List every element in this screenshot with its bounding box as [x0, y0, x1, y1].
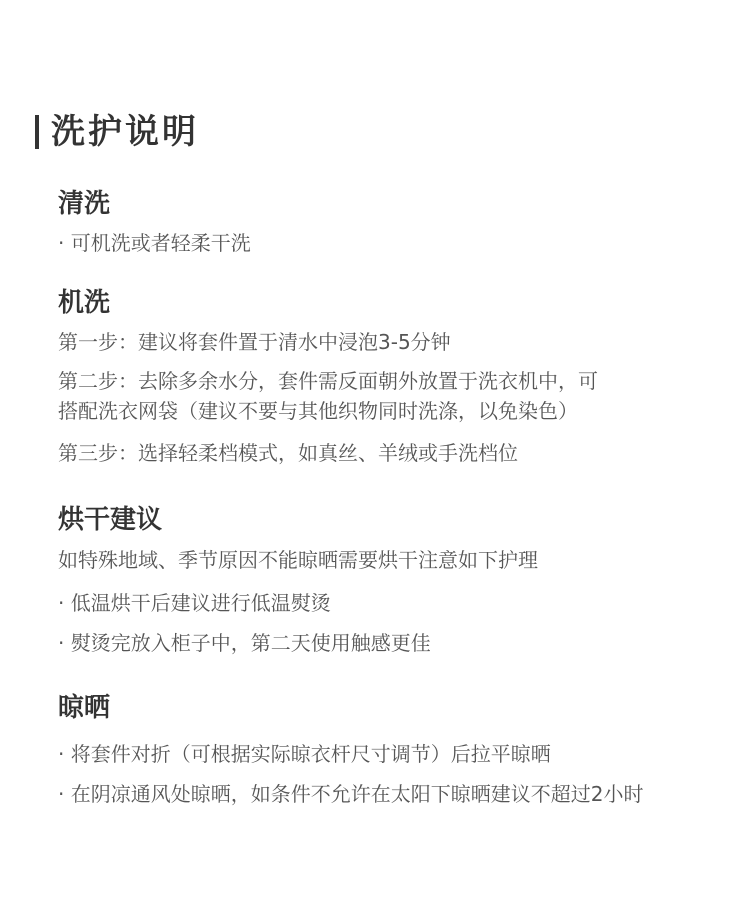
washing-item: · 可机洗或者轻柔干洗 — [58, 231, 251, 255]
drying-item: · 低温烘干后建议进行低温熨烫 — [58, 591, 331, 615]
drying-item: · 熨烫完放入柜子中，第二天使用触感更佳 — [58, 631, 431, 655]
drying-intro: 如特殊地域、季节原因不能晾晒需要烘干注意如下护理 — [58, 548, 538, 572]
page-title: 洗护说明 — [51, 112, 199, 152]
section-heading-machine: 机洗 — [58, 288, 111, 318]
section-heading-airing: 晾晒 — [58, 693, 111, 723]
section-heading-drying: 烘干建议 — [58, 505, 163, 535]
machine-step-2-line-1: 第二步：去除多余水分，套件需反面朝外放置于洗衣机中，可 — [58, 369, 598, 393]
title-accent-bar — [35, 115, 39, 149]
airing-item: · 在阴凉通风处晾晒，如条件不允许在太阳下晾晒建议不超过2小时 — [58, 782, 644, 806]
airing-item: · 将套件对折（可根据实际晾衣杆尺寸调节）后拉平晾晒 — [58, 742, 551, 766]
machine-step-3: 第三步：选择轻柔档模式，如真丝、羊绒或手洗档位 — [58, 441, 518, 465]
page-title-block — [35, 112, 199, 152]
machine-step-1: 第一步：建议将套件置于清水中浸泡3-5分钟 — [58, 330, 451, 354]
section-heading-washing: 清洗 — [58, 189, 111, 219]
machine-step-2-line-2: 搭配洗衣网袋（建议不要与其他织物同时洗涤，以免染色） — [58, 399, 578, 423]
